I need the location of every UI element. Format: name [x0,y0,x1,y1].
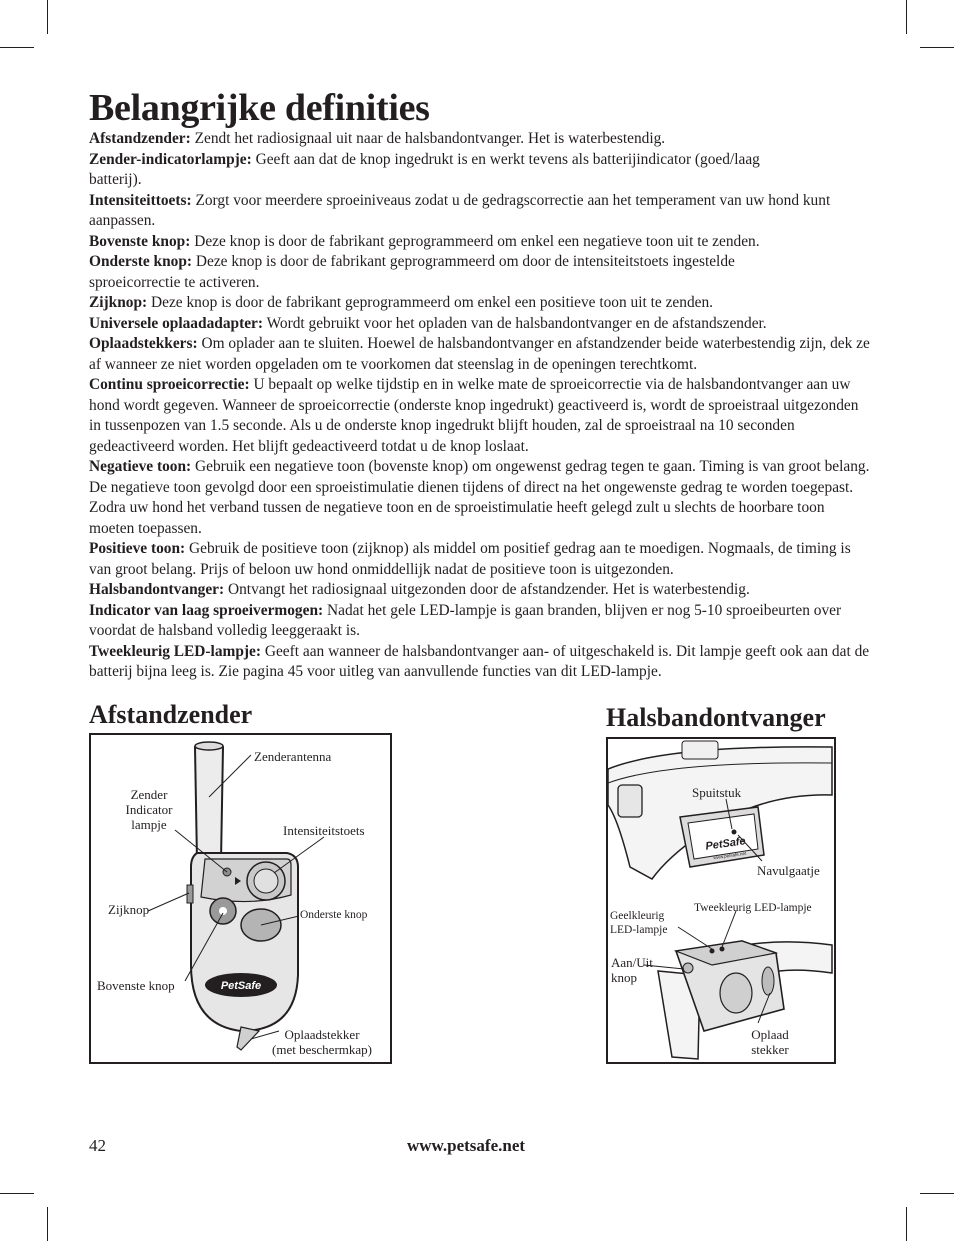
definition-text: Deze knop is door de fabrikant geprogrammeerd om enkel een positieve toon uit te zenden. [151,294,714,311]
collar-heading: Halsbandontvanger [606,703,826,732]
label-charge-plug: Oplaad stekker [751,1027,789,1057]
transmitter-heading: Afstandzender [89,700,253,729]
crop-mark [47,1207,48,1241]
definition-item [89,129,871,150]
definition-term: Afstandzender: [89,130,191,147]
label-bottom-button: Onderste knop [300,909,368,921]
definitions-list [89,129,871,683]
definition-term: Positieve toon: [89,540,186,557]
definition-text: Geeft aan dat de knop ingedrukt is en werkt tevens als batterijindicator (goed/laag batterij). [89,150,760,188]
definition-text: Deze knop is door de fabrikant geprogrammeerd om door de intensiteitstoets ingestelde sproeicorrectie te activeren. [89,253,735,291]
definition-term: Bovenste knop: [89,232,191,250]
label-side-button: Zijknop [108,902,150,917]
definition-term: Onderste knop: [89,253,193,270]
crop-mark [0,1193,34,1194]
page-title: Belangrijke definities [89,87,430,129]
definition-text: Gebruik de positieve toon (zijknop) als middel om positief gedrag aan te moedigen. Nogmaals, de timing is van groot belang. Prijs of beloon uw hond onmiddellijk nadat de positieve toon is uitgezonden. [89,540,851,578]
definition-text: Zendt het radiosignaal uit naar de halsbandontvanger. Het is waterbestendig. [194,130,666,147]
page-number: 42 [89,1136,106,1155]
definition-item [89,150,769,191]
definition-item [89,232,871,253]
definition-item [89,252,819,293]
collar-url: www.petsafe.net [713,850,747,861]
definition-text: Zorgt voor meerdere sproeiniveaus zodat u de gedragscorrectie aan het temperament van uw hond kunt aanpassen. [89,191,831,229]
definition-term: Indicator van laag sproeivermogen: [89,601,324,619]
crop-mark [920,47,954,48]
definition-item [89,601,871,642]
definition-text: Ontvangt het radiosignaal uitgezonden door de afstandzender. Het is waterbestendig. [227,581,750,598]
footer-url[interactable]: www.petsafe.net [407,1136,526,1155]
definition-text: Om oplader aan te sluiten. Hoewel de halsbandontvanger en afstandzender beide waterbestendig zijn, dek ze af wanneer ze niet worden opgeladen om te voorkomen dat steenslag in de openingen terechtkomt. [89,335,870,373]
definition-term: Continu sproeicorrectie: [89,376,250,393]
label-fill-hole: Navulgaatje [757,863,820,878]
crop-mark [906,0,907,34]
transmitter-logo: PetSafe [220,980,262,992]
label-bicolor-led: Tweekleurig LED-lampje [694,902,812,914]
crop-mark [906,1207,907,1241]
label-intensity: Intensiteitstoets [283,823,365,838]
label-nozzle: Spuitstuk [692,785,742,800]
definition-term: Zender-indicatorlampje: [89,150,252,168]
definition-text: Gebruik een negatieve toon (bovenste knop) om ongewenst gedrag tegen te gaan. Timing is van groot belang. De negatieve toon gevolgd door een sproeistimulatie dienen tijdens of direct na het ongewenste gedrag te worden toegepast. Zodra uw hond het verband tussen de negatieve toon en de sproeistimulatie heeft gelegd zult u slechts de hoorbare toon moeten toepassen. [89,458,870,537]
definition-item [89,293,871,314]
label-top-button: Bovenste knop [97,978,175,993]
definition-term: Universele oplaadadapter: [89,314,263,332]
definition-text: Nadat het gele LED-lampje is gaan branden, blijven er nog 5-10 sproeibeurten over voordat de halsband volledig leeggeraakt is. [89,601,842,639]
label-charge-plug: Oplaadstekker (met beschermkap) [272,1027,372,1057]
definition-item [89,314,871,335]
definition-text: Wordt gebruikt voor het opladen van de halsbandontvanger en de afstandszender. [266,314,767,332]
definition-item [89,457,871,539]
definition-item [89,334,871,375]
definition-text: Deze knop is door de fabrikant geprogrammeerd om enkel een negatieve toon uit te zenden. [194,232,760,250]
transmitter-illustration [91,735,390,1062]
crop-mark [47,0,48,34]
definition-text: U bepaalt op welke tijdstip en in welke mate de sproeicorrectie via de halsbandontvanger aan uw hond wordt gegeven. Wanneer de sproeicorrectie (onderste knop ingedrukt) geactiveerd is, wordt de sproeistraal uitgezonden in tussenpozen van 1.5 seconde. Als u de onderste knop ingedrukt blijft houden, zal de sproeistraal na 10 seconden gedeactiveerd worden. Het blijft gedeactiveerd totdat u de knop loslaat. [89,376,859,455]
definition-term: Oplaadstekkers: [89,335,198,352]
collar-logo: PetSafe [704,835,747,853]
definition-text: Geeft aan wanneer de halsbandontvanger aan- of uitgeschakeld is. Dit lampje geeft ook aan dat de batterij bijna leeg is. Zie pagina 45 voor uitleg van aanvullende functies van dit LED-lampje. [89,642,870,680]
label-indicator-lamp: Zender Indicator lampje [125,787,173,832]
transmitter-figure [89,733,392,1064]
definition-item [89,539,871,580]
label-power-button: Aan/Uit knop [611,955,653,985]
definition-term: Tweekleurig LED-lampje: [89,642,261,660]
definition-item [89,642,871,683]
collar-figure [606,737,836,1064]
definition-item [89,580,871,601]
definition-item [89,375,871,457]
label-antenna: Zenderantenna [254,749,332,764]
definition-term: Intensiteittoets: [89,191,192,209]
definition-term: Negatieve toon: [89,458,192,475]
label-yellow-led: Geelkleurig LED-lampje [610,910,668,936]
definition-term: Zijknop: [89,294,148,311]
crop-mark [0,47,34,48]
definition-term: Halsbandontvanger: [89,581,225,598]
definition-item [89,191,834,232]
crop-mark [920,1193,954,1194]
